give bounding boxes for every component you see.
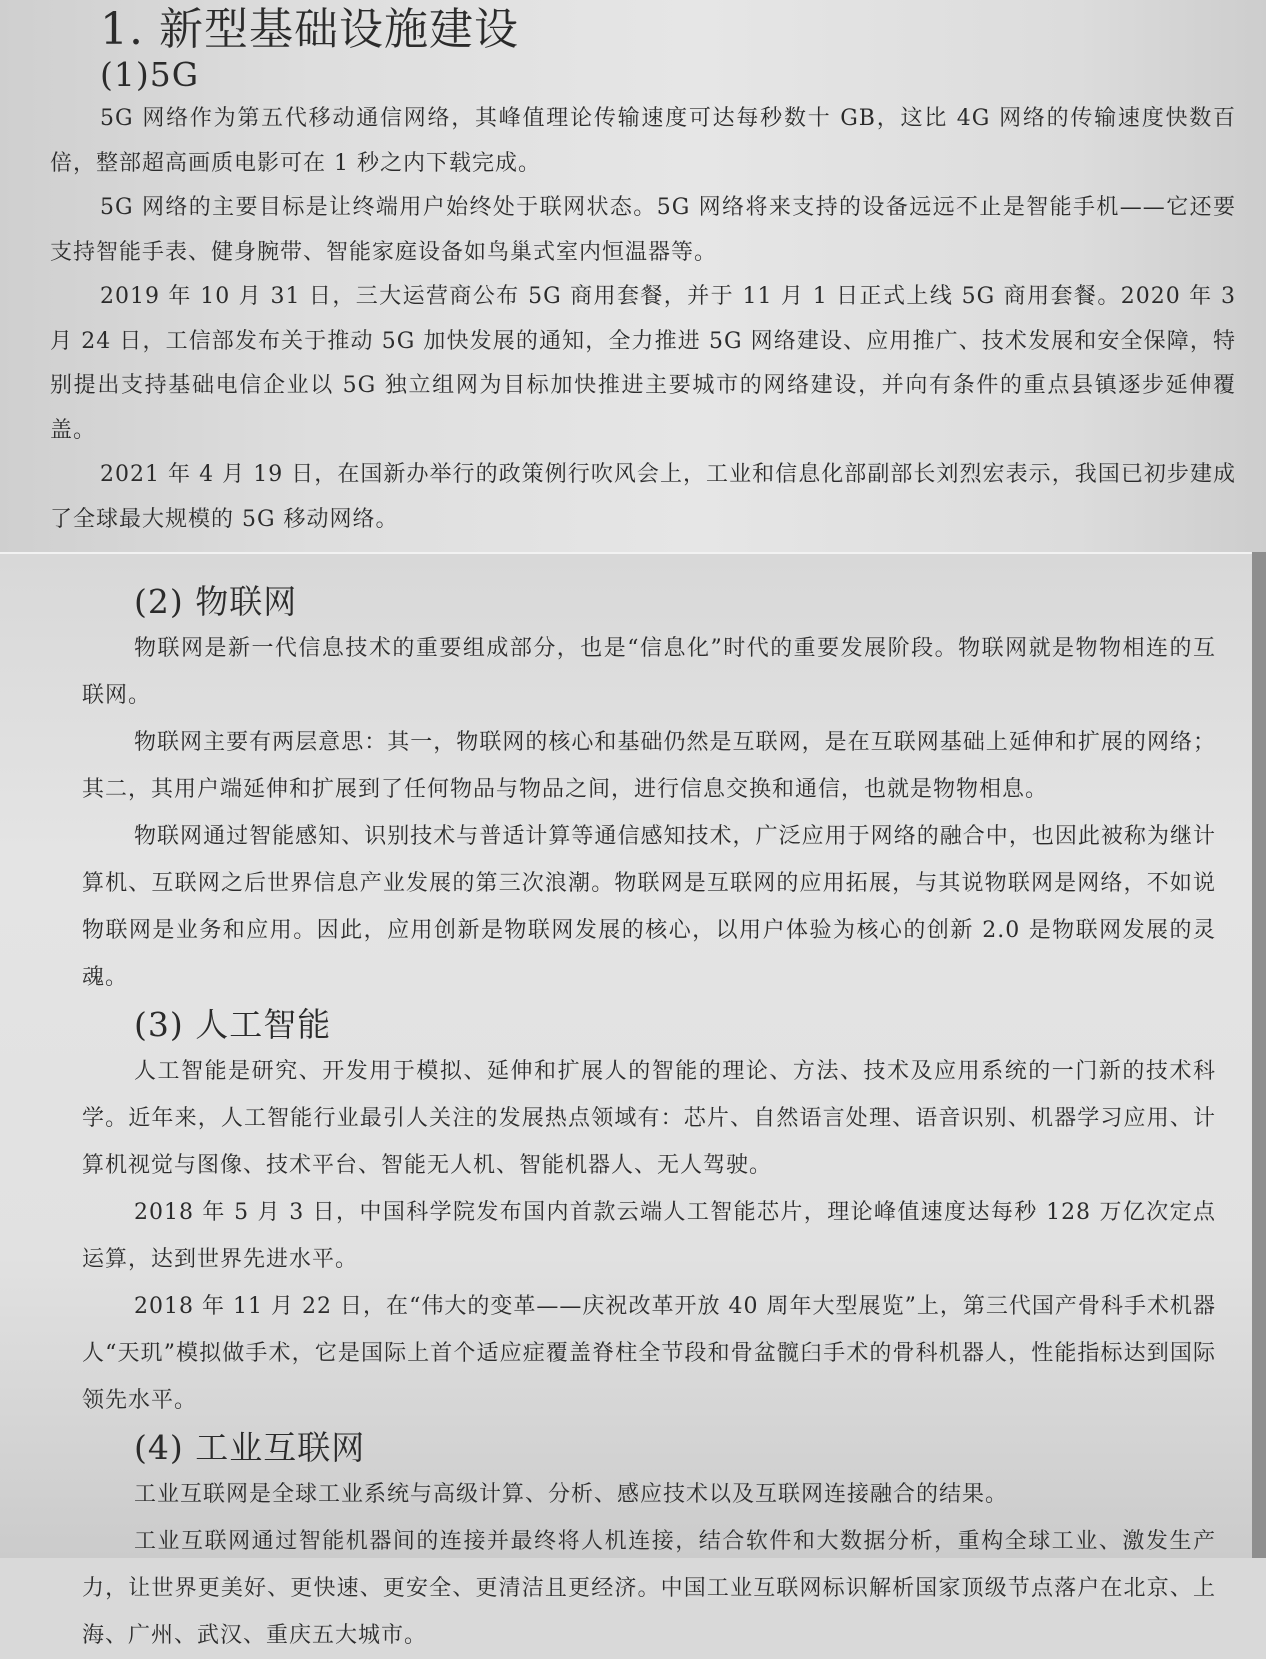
paragraph-ai-robot: 2018 年 11 月 22 日，在“伟大的变革——庆祝改革开放 40 周年大型展览”上，第三代国产骨科手术机器人“天玑”模拟做手术，它是国际上首个适应症覆盖脊柱全节段和骨盆髋臼手术的骨科机器人，性能指标达到国际领先水平。 [82,1294,1216,1413]
subheading-iot: (2) 物联网 [134,582,298,621]
paragraph-ai-definition: 人工智能是研究、开发用于模拟、延伸和扩展人的智能的理论、方法、技术及应用系统的一门新的技术科学。近年来，人工智能行业最引人关注的发展热点领域有：芯片、自然语言处理、语音识别、机器学习应用、计算机视觉与图像、技术平台、智能无人机、智能机器人、无人驾驶。 [82,1059,1216,1178]
paragraph-5g-speed: 5G 网络作为第五代移动通信网络，其峰值理论传输速度可达每秒数十 GB，这比 4G 网络的传输速度快数百倍，整部超高画质电影可在 1 秒之内下载完成。 [50,106,1236,176]
paragraph-iiot-impact: 工业互联网通过智能机器间的连接并最终将人机连接，结合软件和大数据分析，重构全球工业、激发生产力，让世界更美好、更快速、更安全、更清洁且更经济。中国工业互联网标识解析国家顶级节点落户在北京、上海、广州、武汉、重庆五大城市。 [82,1529,1216,1648]
section-5g [50,4,1236,542]
paragraph-5g-policy: 2019 年 10 月 31 日，三大运营商公布 5G 商用套餐，并于 11 月 1 日正式上线 5G 商用套餐。2020 年 3 月 24 日，工信部发布关于推动 5G 加快发展的通知，全力推进 5G 网络建设、应用推广、技术发展和安全保障，特别提出支持基础电信企业以 5G 独立组网为目标加快推进主要城市的网络建设，并向有条件的重点县镇逐步延伸覆盖。 [50,284,1236,443]
subheading-5g: (1)5G [100,54,200,94]
subheading-iiot: (4) 工业互联网 [134,1428,366,1467]
photo-edge-shadow [1252,552,1266,1558]
paragraph-5g-scale: 2021 年 4 月 19 日，在国新办举行的政策例行吹风会上，工业和信息化部副部长刘烈宏表示，我国已初步建成了全球最大规模的 5G 移动网络。 [50,462,1236,532]
paragraph-iiot-definition: 工业互联网是全球工业系统与高级计算、分析、感应技术以及互联网连接融合的结果。 [134,1482,1009,1507]
section-tech [82,578,1216,1659]
paragraph-ai-chip: 2018 年 5 月 3 日，中国科学院发布国内首款云端人工智能芯片，理论峰值速度达每秒 128 万亿次定点运算，达到世界先进水平。 [82,1200,1216,1272]
paragraph-iot-application: 物联网通过智能感知、识别技术与普适计算等通信感知技术，广泛应用于网络的融合中，也因此被称为继计算机、互联网之后世界信息产业发展的第三次浪潮。物联网是互联网的应用拓展，与其说物联网是网络，不如说物联网是业务和应用。因此，应用创新是物联网发展的核心，以用户体验为核心的创新 2.0 是物联网发展的灵魂。 [82,824,1216,990]
section-heading: 1. 新型基础设施建设 [100,4,519,55]
subheading-ai: (3) 人工智能 [134,1005,332,1044]
paragraph-iot-definition: 物联网是新一代信息技术的重要组成部分，也是“信息化”时代的重要发展阶段。物联网就是物物相连的互联网。 [82,636,1216,708]
paragraph-5g-goal: 5G 网络的主要目标是让终端用户始终处于联网状态。5G 网络将来支持的设备远远不止是智能手机——它还要支持智能手表、健身腕带、智能家庭设备如鸟巢式室内恒温器等。 [50,195,1236,265]
paragraph-iot-meaning: 物联网主要有两层意思：其一，物联网的核心和基础仍然是互联网，是在互联网基础上延伸和扩展的网络；其二，其用户端延伸和扩展到了任何物品与物品之间，进行信息交换和通信，也就是物物相息。 [82,730,1216,802]
